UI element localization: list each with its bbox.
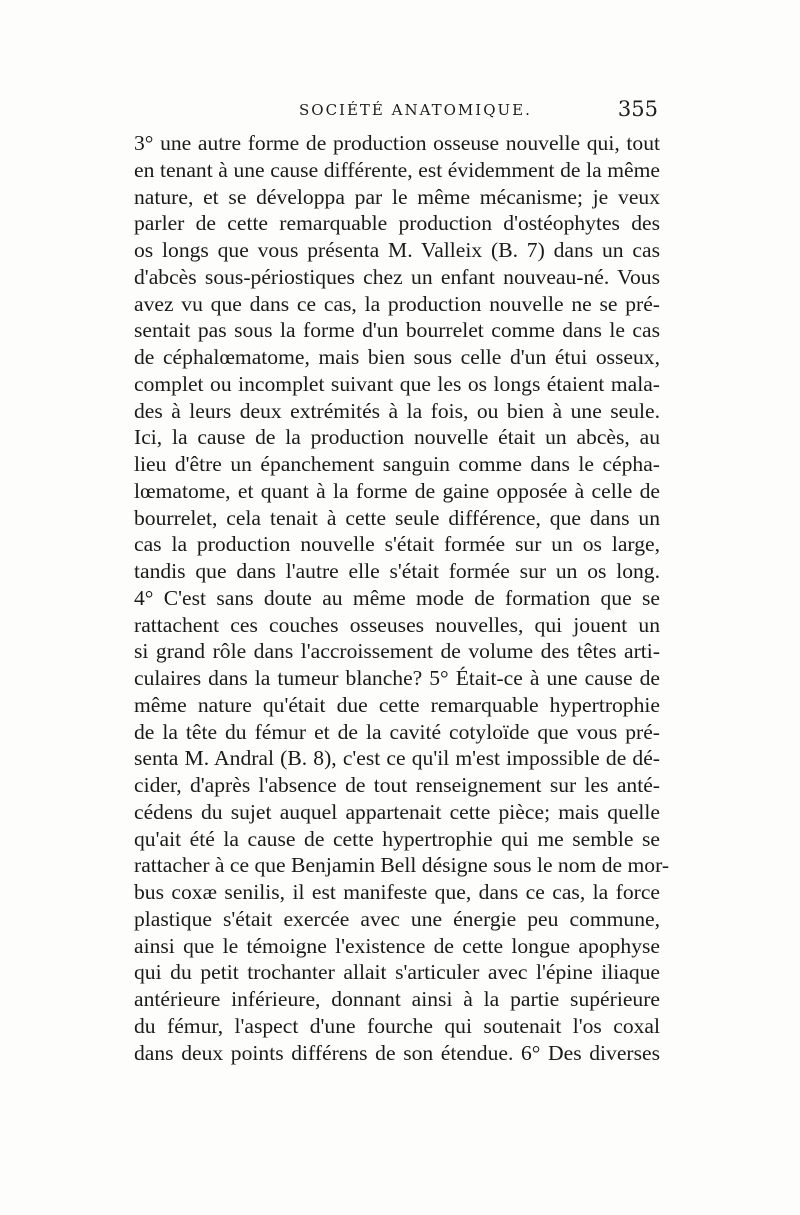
text-line: os longs que vous présenta M. Valleix (B. 7) dans un cas [134, 238, 660, 262]
page-number: 355 [617, 97, 658, 121]
text-line: en tenant à une cause différente, est évidemment de la même [134, 157, 660, 182]
text-line: du fémur, l'aspect d'une fourche qui soutenait l'os coxal [134, 1013, 660, 1038]
text-line: plastique s'était exercée avec une énergie peu commune, [134, 906, 660, 931]
text-line: qu'ait été la cause de cette hypertrophie qui me semble se [134, 826, 660, 851]
page-header [134, 97, 658, 127]
text-line: parler de cette remarquable production d'ostéophytes des [134, 211, 660, 236]
text-line: lieu d'être un épanchement sanguin comme dans le cépha- [134, 452, 660, 476]
text-line: nature, et se développa par le même mécanisme; je veux [134, 184, 660, 209]
text-line: Ici, la cause de la production nouvelle était un abcès, au [134, 425, 660, 450]
text-line: complet ou incomplet suivant que les os longs étaient mala- [134, 371, 660, 396]
text-line: sentait pas sous la forme d'un bourrelet comme dans le cas [134, 318, 660, 343]
text-line: rattacher à ce que Benjamin Bell désigne sous le nom de mor- [134, 853, 670, 878]
text-line: cider, d'après l'absence de tout renseignement sur les anté- [134, 773, 660, 797]
text-line: cas la production nouvelle s'était formée sur un os large, [134, 532, 660, 557]
text-line: rattachent ces couches osseuses nouvelles, qui jouent un [134, 612, 660, 637]
text-line: si grand rôle dans l'accroissement de volume des têtes arti- [134, 639, 660, 664]
text-line: avez vu que dans ce cas, la production nouvelle ne se pré- [134, 291, 660, 316]
text-line: dans deux points différens de son étendue. 6° Des diverses [134, 1040, 660, 1065]
text-line: bus coxæ senilis, il est manifeste que, dans ce cas, la force [134, 880, 660, 904]
text-line: de céphalœmatome, mais bien sous celle d'un étui osseux, [134, 345, 660, 369]
text-line: antérieure inférieure, donnant ainsi à la partie supérieure [134, 987, 660, 1011]
body-text [134, 130, 670, 1066]
text-line: tandis que dans l'autre elle s'était formée sur un os long. [134, 559, 660, 583]
text-line: lœmatome, et quant à la forme de gaine opposée à celle de [134, 478, 660, 503]
text-line: cédens du sujet auquel appartenait cette pièce; mais quelle [134, 799, 660, 824]
text-line: 3° une autre forme de production osseuse nouvelle qui, tout [134, 131, 660, 155]
text-line: de la tête du fémur et de la cavité cotyloïde que vous pré- [134, 719, 660, 744]
text-line: 4° C'est sans doute au même mode de formation que se [134, 585, 660, 610]
running-head: SOCIÉTÉ ANATOMIQUE. [299, 101, 532, 119]
text-line: qui du petit trochanter allait s'articuler avec l'épine iliaque [134, 960, 660, 985]
text-line: ainsi que le témoigne l'existence de cette longue apophyse [134, 933, 660, 958]
text-line: culaires dans la tumeur blanche? 5° Était-ce à une cause de [134, 666, 660, 690]
text-line: même nature qu'était due cette remarquable hypertrophie [134, 692, 660, 717]
text-line: senta M. Andral (B. 8), c'est ce qu'il m'est impossible de dé- [134, 746, 660, 771]
text-line: des à leurs deux extrémités à la fois, ou bien à une seule. [134, 398, 660, 423]
text-line: d'abcès sous-périostiques chez un enfant nouveau-né. Vous [134, 264, 660, 289]
text-line: bourrelet, cela tenait à cette seule différence, que dans un [134, 505, 660, 530]
